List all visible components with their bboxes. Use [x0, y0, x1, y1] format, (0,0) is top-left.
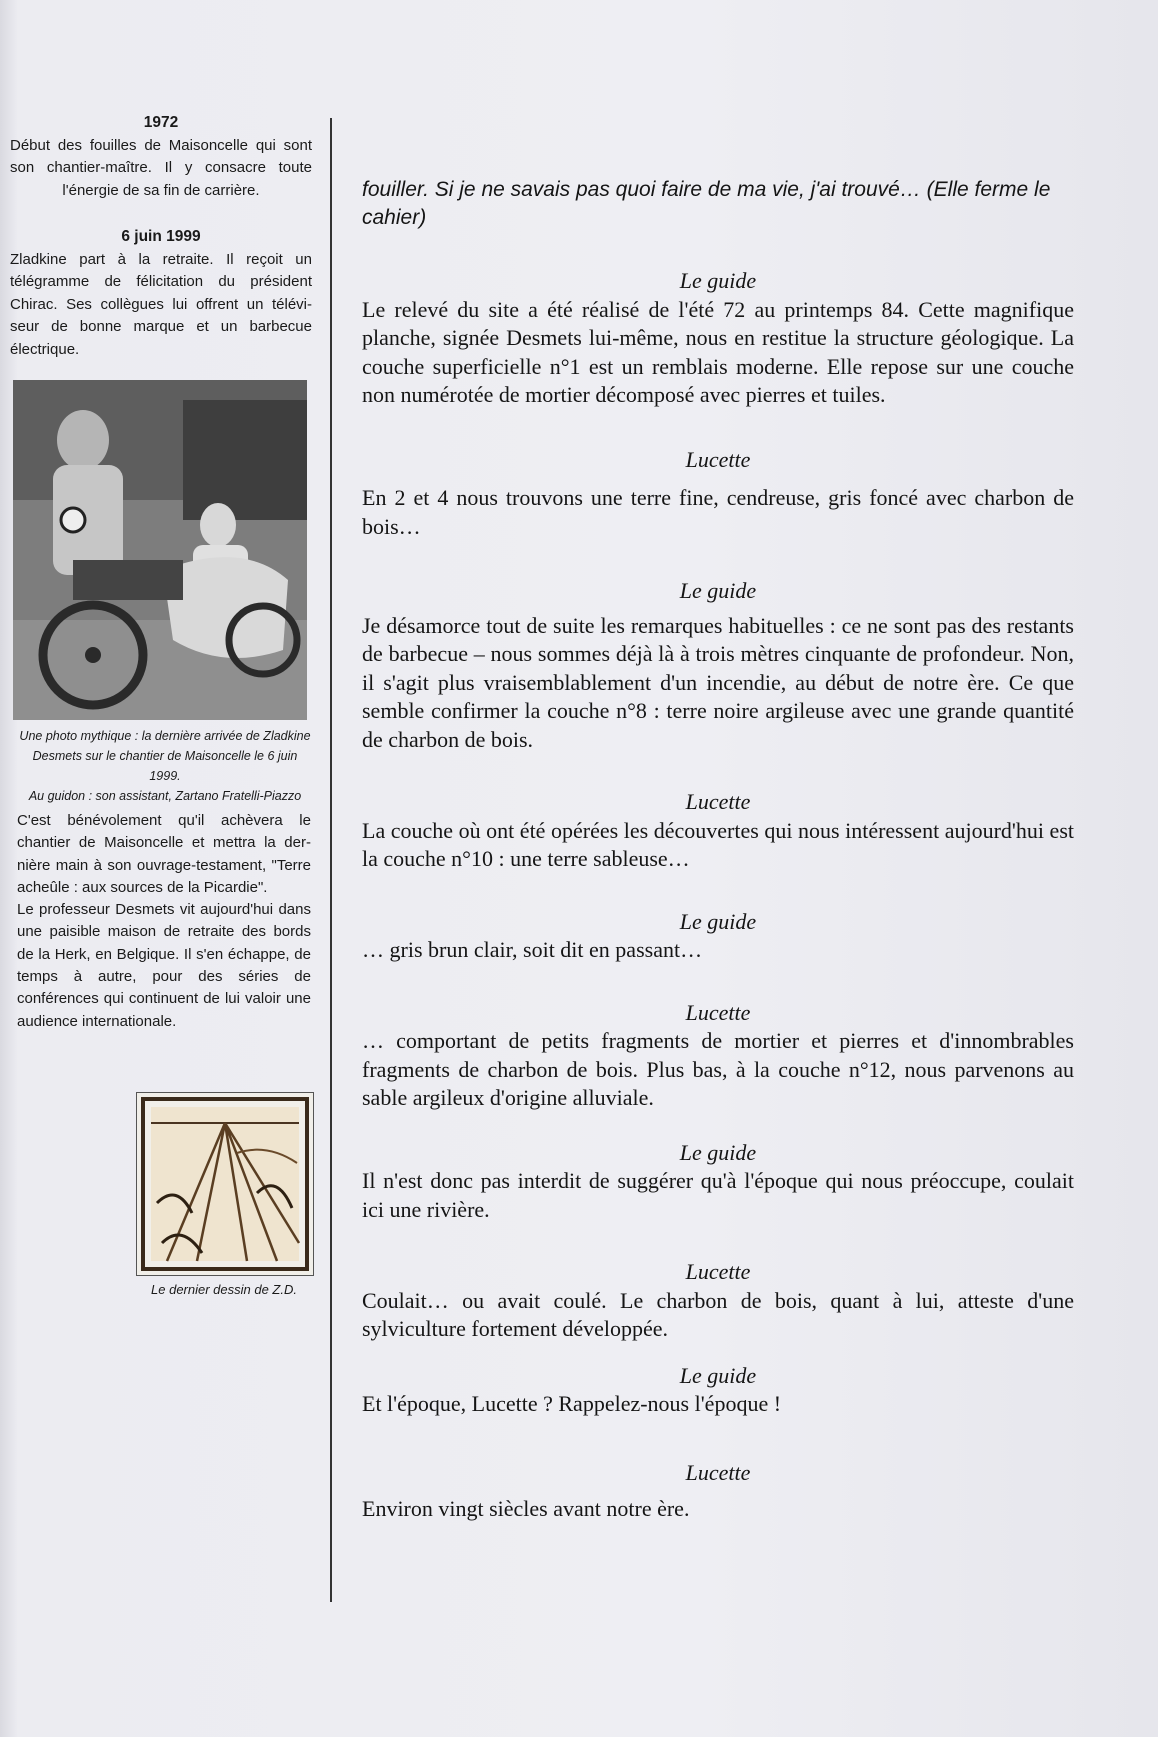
sketch-drawing — [136, 1092, 314, 1276]
speaker-label: Lucette — [685, 446, 751, 472]
sidebar-biography — [17, 810, 311, 1033]
dialogue-line: … comportant de petits fragments de mortier et pierres et d'innombrables fragments de charbon de bois. Plus bas, à la couche n°12, nous parvenons au sable argileux d'origine alluviale. — [362, 1028, 1074, 1110]
dialogue-line: Je désamorce tout de suite les remarques habituelles : ce ne sont pas des restants de barbecue – nous sommes déjà là à trois mètres cinquante de profondeur. Non, il s'agit plus vraisemblablement d'un incendie, au début de notre ère. Ce que semble confirmer la couche n°8 : terre noire argileuse avec une grande quantité de charbon de bois. — [362, 612, 1074, 752]
dialogue-line: Le relevé du site a été réalisé de l'été 72 au printemps 84. Cette magnifique planche, signée Desmets lui-même, nous en restitue la structure géologique. La couche superficielle n°1 est un remblais moderne. Elle repose sur une couche non numérotée de mortier décomposé avec pierres et tuiles. — [362, 296, 1074, 407]
photo-caption — [17, 726, 313, 806]
dialogue-line: Environ vingt siècles avant notre ère. — [362, 1496, 690, 1521]
speaker-label: Le guide — [679, 908, 757, 934]
biography-paragraph: C'est bénévolement qu'il achèvera le chantier de Maisoncelle et mettra la der-nière main à son ouvrage-testament, "Terre acheûle : aux sources de la Picardie". — [17, 812, 311, 896]
dialogue-line: Il n'est donc pas interdit de suggérer qu'à l'époque qui nous préoccupe, coulait ici une rivière. — [362, 1168, 1074, 1222]
timeline-date-1999: 6 juin 1999 — [121, 228, 201, 245]
photo-caption-line: Au guidon : son assistant, Zartano Fratelli-Piazzo — [28, 789, 302, 803]
drawing-caption: Le dernier dessin de Z.D. — [151, 1282, 297, 1297]
dialogue-line: La couche où ont été opérées les découvertes qui nous intéressent aujourd'hui est la couche n°10 : une terre sableuse… — [362, 817, 1074, 871]
speaker-label: Lucette — [685, 1459, 751, 1485]
speaker-label: Lucette — [685, 999, 751, 1025]
dialogue-line: En 2 et 4 nous trouvons une terre fine, cendreuse, gris foncé avec charbon de bois… — [362, 485, 1074, 539]
timeline-entry-1999: Zladkine part à la retraite. Il reçoit un télégramme de félicitation du président Chirac. Ses collègues lui offrent un télévi-seur de bonne marque et un barbecue électrique. — [10, 250, 312, 358]
speaker-label: Lucette — [685, 1259, 751, 1284]
timeline-year-1972: 1972 — [143, 114, 179, 131]
dialogue-line: Coulait… ou avait coulé. Le charbon de bois, quant à lui, atteste d'une sylviculture fortement développée. — [362, 1287, 1074, 1341]
speaker-label: Le guide — [679, 1362, 757, 1388]
speaker-label: Le guide — [679, 268, 757, 293]
motorcycle-photo — [13, 380, 307, 720]
speaker-label: Lucette — [685, 789, 751, 814]
column-divider — [330, 118, 332, 1602]
main-dialogue — [362, 176, 1074, 1524]
dialogue-line: Et l'époque, Lucette ? Rappelez-nous l'époque ! — [362, 1391, 782, 1416]
photo-caption-line: Une photo mythique : la dernière arrivée de Zladkine — [19, 729, 311, 743]
dialogue-line: … gris brun clair, soit dit en passant… — [362, 937, 703, 962]
stage-direction: fouiller. Si je ne savais pas quoi faire de ma vie, j'ai trouvé… (Elle ferme le cahier) — [362, 178, 1051, 229]
biography-paragraph: Le professeur Desmets vit aujourd'hui dans une paisible maison de retraite des bords de la Herk, en Belgique. Il s'en échappe, de temps à autre, pour des séries de conférences qui continuent de lui valoir une audience internationale. — [17, 901, 311, 1030]
photo-caption-line: Desmets sur le chantier de Maisoncelle le 6 juin 1999. — [32, 749, 298, 783]
speaker-label: Le guide — [679, 578, 757, 603]
timeline-entry-1972: Début des fouilles de Maisoncelle qui sont son chantier-maître. Il y consacre toute l'énergie de sa fin de carrière. — [10, 136, 312, 199]
speaker-label: Le guide — [679, 1139, 757, 1165]
sidebar-timeline — [10, 112, 312, 361]
